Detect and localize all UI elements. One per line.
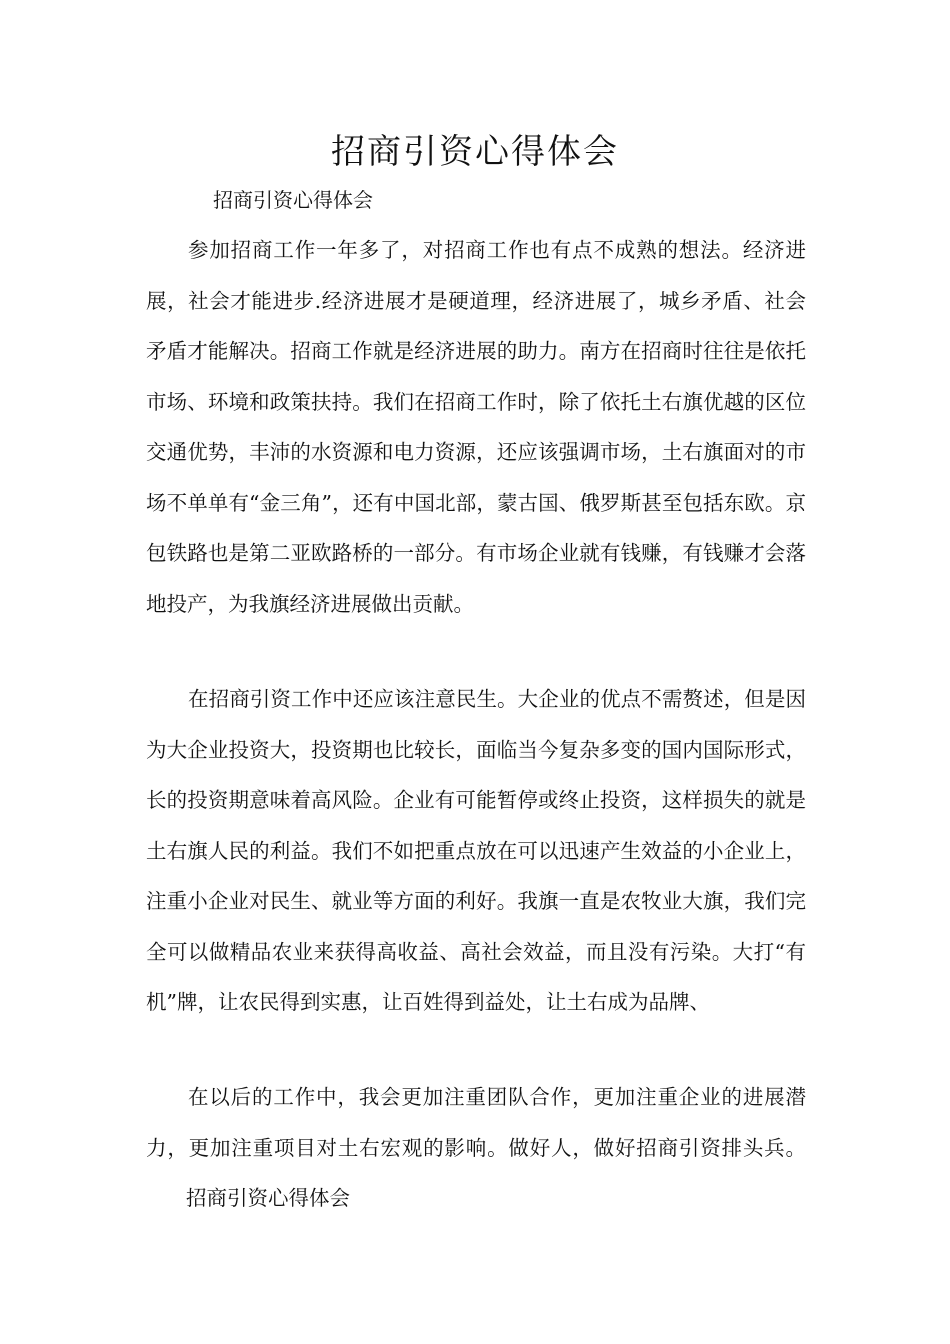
paragraph-2: 在招商引资工作中还应该注意民生。大企业的优点不需赘述，但是因为大企业投资大，投资期也比较长，面临当今复杂多变的国内国际形式，长的投资期意味着高风险。企业有可能暂停或终止投资，这样损失的就是土右旗人民的利益。我们不如把重点放在可以迅速产生效益的小企业上，注重小企业对民生、就业等方面的利好。我旗一直是农牧业大旗，我们完全可以做精品农业来获得高收益、高社会效益，而且没有污染。大打“有机”牌，让农民得到实惠，让百姓得到益处，让土右成为品牌、 bbox=[146, 687, 806, 1014]
paragraph-3-text: 在以后的工作中，我会更加注重团队合作，更加注重企业的进展潜力，更加注重项目对土右宏观的影响。做好人，做好招商引资排头兵。 bbox=[146, 1085, 806, 1160]
document-title: 招商引资心得体会 bbox=[331, 132, 619, 172]
document-subtitle: 招商引资心得体会 bbox=[213, 188, 373, 212]
paragraph-1: 参加招商工作一年多了，对招商工作也有点不成熟的想法。经济进展，社会才能进步.经济进展才是硬道理，经济进展了，城乡矛盾、社会矛盾才能解决。招商工作就是经济进展的助力。南方在招商时往往是依托市场、环境和政策扶持。我们在招商工作时，除了依托土右旗优越的区位交通优势，丰沛的水资源和电力资源，还应该强调市场，土右旗面对的市场不单单有“金三角”，还有中国北部，蒙古国、俄罗斯甚至包括东欧。京包铁路也是第二亚欧路桥的一部分。有市场企业就有钱赚，有钱赚才会落地投产，为我旗经济进展做出贡献。 bbox=[146, 238, 806, 616]
paragraph-3 bbox=[146, 1072, 806, 1224]
trailing-title: 招商引资心得体会 bbox=[186, 1186, 350, 1210]
